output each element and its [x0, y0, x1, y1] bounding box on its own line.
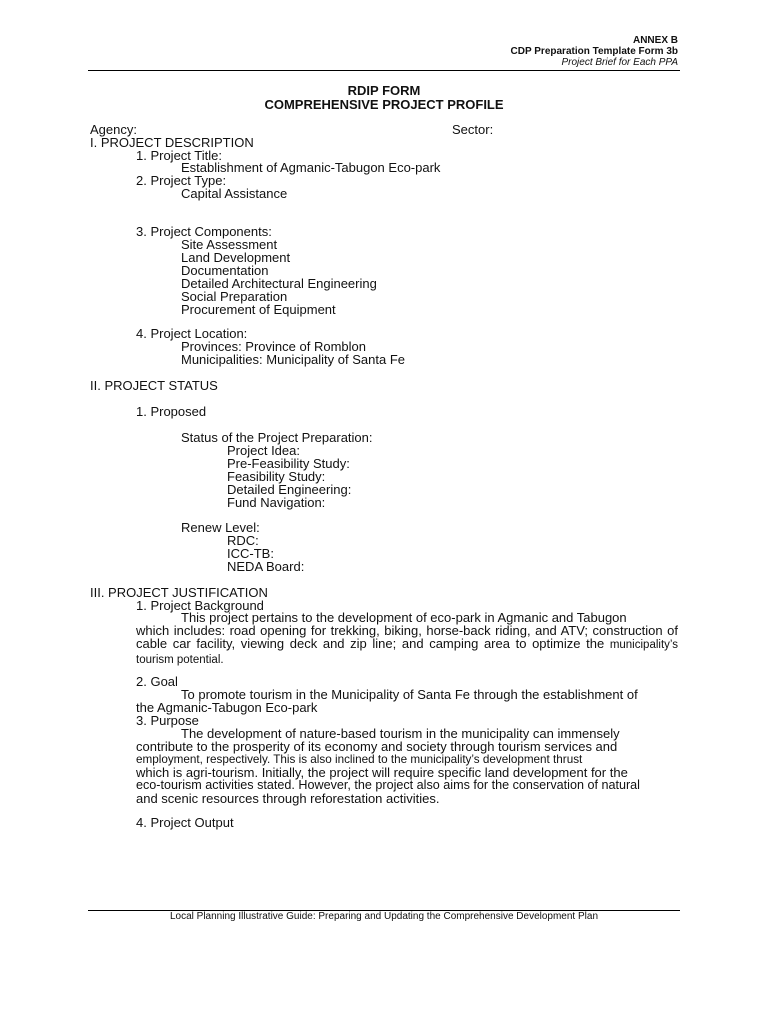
section-project-status: II. PROJECT STATUS — [90, 378, 218, 393]
goal-label: 2. Goal — [136, 674, 178, 689]
project-title-label: 1. Project Title: — [136, 148, 222, 163]
purpose-line: eco-tourism activities stated. However, the project also aims for the conservation of natural — [136, 778, 640, 792]
preparation-item: Project Idea: — [227, 443, 300, 458]
project-components-label: 3. Project Components: — [136, 224, 272, 239]
template-subtitle: Project Brief for Each PPA — [561, 57, 678, 68]
project-location-label: 4. Project Location: — [136, 326, 248, 341]
renew-item: RDC: — [227, 533, 259, 548]
annex-label: ANNEX B — [632, 35, 678, 46]
component-item: Detailed Architectural Engineering — [181, 276, 377, 291]
background-first-line: This project pertains to the development of eco-park in Agmanic and Tabugon — [181, 610, 627, 625]
purpose-line: The development of nature-based tourism in the municipality can immensely — [181, 726, 620, 741]
background-paragraph — [136, 624, 678, 667]
header-rule — [88, 70, 680, 71]
form-title: RDIP FORM — [347, 83, 421, 98]
preparation-item: Feasibility Study: — [227, 469, 326, 484]
project-background-label: 1. Project Background — [136, 598, 264, 613]
sector-label: Sector: — [452, 122, 494, 137]
component-item: Site Assessment — [181, 237, 278, 252]
status-proposed: 1. Proposed — [136, 404, 207, 419]
background-text: which includes: road opening for trekking, biking, horse-back riding, and ATV; construction of cable car facility, viewing deck and zip line; and camping area to optimize the — [136, 623, 678, 651]
footer-text: Local Planning Illustrative Guide: Preparing and Updating the Comprehensive Development Plan — [169, 911, 599, 922]
preparation-item: Detailed Engineering: — [227, 482, 352, 497]
provinces-value: Provinces: Province of Romblon — [181, 339, 366, 354]
preparation-status-label: Status of the Project Preparation: — [181, 430, 373, 445]
renew-item: NEDA Board: — [227, 559, 305, 574]
agency-label: Agency: — [90, 122, 137, 137]
template-label: CDP Preparation Template Form 3b — [510, 46, 678, 57]
renew-level-label: Renew Level: — [181, 520, 260, 535]
project-output-label: 4. Project Output — [136, 815, 234, 830]
goal-second-line: the Agmanic-Tabugon Eco-park — [136, 700, 318, 715]
purpose-label: 3. Purpose — [136, 713, 199, 728]
background-text-end: municipality’s tourism potential. — [136, 639, 678, 666]
component-item: Documentation — [181, 263, 269, 278]
purpose-line: and scenic resources through reforestation activities. — [136, 791, 440, 806]
project-title-value: Establishment of Agmanic-Tabugon Eco-park — [181, 160, 441, 175]
component-item: Land Development — [181, 250, 291, 265]
preparation-item: Pre-Feasibility Study: — [227, 456, 350, 471]
project-type-value: Capital Assistance — [181, 186, 288, 201]
purpose-line: contribute to the prosperity of its economy and society through tourism services and — [136, 739, 618, 754]
form-subtitle: COMPREHENSIVE PROJECT PROFILE — [264, 97, 504, 112]
renew-item: ICC-TB: — [227, 546, 274, 561]
section-project-justification: III. PROJECT JUSTIFICATION — [90, 585, 268, 600]
municipalities-value: Municipalities: Municipality of Santa Fe — [181, 352, 405, 367]
purpose-line: employment, respectively. This is also inclined to the municipality’s development thrust — [136, 753, 583, 766]
goal-first-line: To promote tourism in the Municipality of Santa Fe through the establishment of — [181, 687, 638, 702]
component-item: Social Preparation — [181, 289, 288, 304]
component-item: Procurement of Equipment — [181, 302, 336, 317]
purpose-line: which is agri-tourism. Initially, the project will require specific land development for the — [136, 765, 628, 780]
section-project-description: I. PROJECT DESCRIPTION — [90, 135, 254, 150]
preparation-item: Fund Navigation: — [227, 495, 326, 510]
project-type-label: 2. Project Type: — [136, 173, 227, 188]
